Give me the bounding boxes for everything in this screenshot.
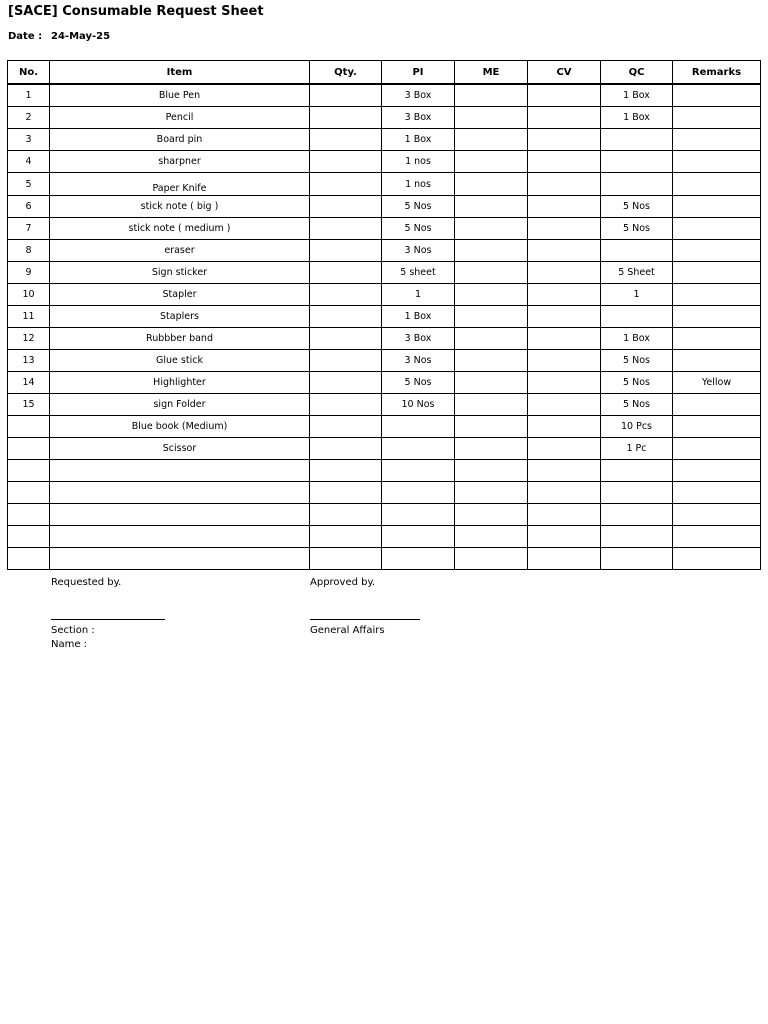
cell-pi: 10 Nos <box>382 394 455 416</box>
document-title: [SACE] Consumable Request Sheet <box>8 4 264 19</box>
cell-pi: 5 Nos <box>382 372 455 394</box>
table-row <box>8 548 761 570</box>
cell-qc: 5 Nos <box>601 218 673 240</box>
date-label: Date : <box>8 31 43 42</box>
cell-item: Board pin <box>50 129 310 151</box>
cell-cv <box>528 107 601 129</box>
cell-cv <box>528 460 601 482</box>
requested-by-label: Requested by. <box>51 577 122 588</box>
cell-qty <box>310 107 382 129</box>
cell-no <box>8 438 50 460</box>
cell-pi: 3 Box <box>382 328 455 350</box>
cell-remarks <box>673 262 761 284</box>
table-row <box>8 482 761 504</box>
cell-pi: 1 nos <box>382 173 455 196</box>
cell-me <box>455 306 528 328</box>
approved-by-label: Approved by. <box>310 577 376 588</box>
cell-qty <box>310 372 382 394</box>
cell-qty <box>310 84 382 107</box>
date-row <box>8 31 110 42</box>
cell-item: Highlighter <box>50 372 310 394</box>
header-remarks: Remarks <box>673 61 761 85</box>
cell-no: 14 <box>8 372 50 394</box>
cell-qty <box>310 262 382 284</box>
cell-no: 9 <box>8 262 50 284</box>
cell-me <box>455 504 528 526</box>
cell-qc: 1 Pc <box>601 438 673 460</box>
cell-cv <box>528 548 601 570</box>
cell-item: Staplers <box>50 306 310 328</box>
cell-item <box>50 460 310 482</box>
cell-remarks <box>673 240 761 262</box>
cell-cv <box>528 284 601 306</box>
cell-qc <box>601 129 673 151</box>
cell-item: Blue Pen <box>50 84 310 107</box>
cell-item: Pencil <box>50 107 310 129</box>
cell-qty <box>310 548 382 570</box>
cell-qc: 10 Pcs <box>601 416 673 438</box>
cell-qty <box>310 526 382 548</box>
cell-pi <box>382 438 455 460</box>
cell-cv <box>528 84 601 107</box>
cell-no: 12 <box>8 328 50 350</box>
header-pi: PI <box>382 61 455 85</box>
cell-item: stick note ( medium ) <box>50 218 310 240</box>
cell-qc <box>601 482 673 504</box>
table-body <box>8 84 761 570</box>
cell-remarks <box>673 284 761 306</box>
cell-qc <box>601 526 673 548</box>
cell-no: 15 <box>8 394 50 416</box>
cell-no: 8 <box>8 240 50 262</box>
cell-cv <box>528 151 601 173</box>
cell-no: 11 <box>8 306 50 328</box>
cell-qc: 5 Sheet <box>601 262 673 284</box>
cell-pi <box>382 526 455 548</box>
table-row <box>8 84 761 107</box>
cell-me <box>455 372 528 394</box>
cell-item: sharpner <box>50 151 310 173</box>
cell-me <box>455 240 528 262</box>
cell-cv <box>528 129 601 151</box>
cell-item: Stapler <box>50 284 310 306</box>
table-row <box>8 107 761 129</box>
cell-item: Paper Knife <box>50 173 310 196</box>
cell-no <box>8 526 50 548</box>
cell-item: stick note ( big ) <box>50 196 310 218</box>
cell-pi: 3 Box <box>382 84 455 107</box>
cell-pi: 3 Nos <box>382 240 455 262</box>
table-row <box>8 151 761 173</box>
cell-no: 2 <box>8 107 50 129</box>
cell-qc: 1 Box <box>601 328 673 350</box>
cell-qc: 1 <box>601 284 673 306</box>
cell-remarks <box>673 129 761 151</box>
cell-remarks <box>673 394 761 416</box>
cell-me <box>455 460 528 482</box>
cell-item: Glue stick <box>50 350 310 372</box>
cell-remarks <box>673 218 761 240</box>
header-no: No. <box>8 61 50 85</box>
date-value: 24-May-25 <box>51 31 111 42</box>
cell-cv <box>528 372 601 394</box>
cell-me <box>455 151 528 173</box>
cell-no: 1 <box>8 84 50 107</box>
cell-me <box>455 416 528 438</box>
cell-item <box>50 548 310 570</box>
cell-qc <box>601 173 673 196</box>
cell-remarks: Yellow <box>673 372 761 394</box>
approver-department: General Affairs <box>310 625 385 636</box>
cell-remarks <box>673 306 761 328</box>
cell-item: Blue book (Medium) <box>50 416 310 438</box>
cell-qty <box>310 416 382 438</box>
table-row <box>8 394 761 416</box>
cell-me <box>455 262 528 284</box>
cell-cv <box>528 416 601 438</box>
cell-item: Rubbber band <box>50 328 310 350</box>
cell-cv <box>528 173 601 196</box>
cell-qc: 5 Nos <box>601 394 673 416</box>
cell-cv <box>528 262 601 284</box>
cell-item <box>50 504 310 526</box>
table-row <box>8 350 761 372</box>
table-row <box>8 196 761 218</box>
cell-me <box>455 526 528 548</box>
cell-cv <box>528 526 601 548</box>
cell-me <box>455 107 528 129</box>
cell-remarks <box>673 416 761 438</box>
cell-remarks <box>673 107 761 129</box>
header-qty: Qty. <box>310 61 382 85</box>
request-table <box>7 60 761 570</box>
cell-qty <box>310 328 382 350</box>
header-cv: CV <box>528 61 601 85</box>
cell-qty <box>310 240 382 262</box>
cell-cv <box>528 438 601 460</box>
cell-qty <box>310 394 382 416</box>
cell-me <box>455 196 528 218</box>
cell-remarks <box>673 504 761 526</box>
cell-pi <box>382 482 455 504</box>
cell-qty <box>310 306 382 328</box>
cell-cv <box>528 240 601 262</box>
cell-me <box>455 548 528 570</box>
cell-pi: 3 Box <box>382 107 455 129</box>
table-row <box>8 262 761 284</box>
cell-item: sign Folder <box>50 394 310 416</box>
cell-pi <box>382 460 455 482</box>
cell-me <box>455 218 528 240</box>
cell-cv <box>528 482 601 504</box>
cell-no <box>8 548 50 570</box>
cell-qc <box>601 504 673 526</box>
cell-remarks <box>673 84 761 107</box>
cell-me <box>455 173 528 196</box>
cell-pi: 3 Nos <box>382 350 455 372</box>
cell-pi: 1 Box <box>382 129 455 151</box>
cell-no: 3 <box>8 129 50 151</box>
cell-qty <box>310 218 382 240</box>
header-me: ME <box>455 61 528 85</box>
header-item: Item <box>50 61 310 85</box>
section-label: Section : <box>51 625 95 636</box>
table-header-row <box>8 61 761 85</box>
cell-qc <box>601 460 673 482</box>
cell-remarks <box>673 482 761 504</box>
cell-pi <box>382 548 455 570</box>
table-row <box>8 218 761 240</box>
table-row <box>8 284 761 306</box>
cell-pi: 5 Nos <box>382 196 455 218</box>
cell-remarks <box>673 328 761 350</box>
cell-qc: 5 Nos <box>601 372 673 394</box>
cell-cv <box>528 328 601 350</box>
cell-qc: 5 Nos <box>601 196 673 218</box>
cell-no: 10 <box>8 284 50 306</box>
cell-qty <box>310 196 382 218</box>
table-row <box>8 306 761 328</box>
cell-item <box>50 526 310 548</box>
cell-qty <box>310 438 382 460</box>
cell-no <box>8 482 50 504</box>
cell-qc <box>601 306 673 328</box>
cell-cv <box>528 218 601 240</box>
cell-remarks <box>673 151 761 173</box>
table-row <box>8 240 761 262</box>
cell-no <box>8 460 50 482</box>
cell-qty <box>310 151 382 173</box>
cell-pi: 1 <box>382 284 455 306</box>
cell-remarks <box>673 526 761 548</box>
cell-cv <box>528 504 601 526</box>
cell-item <box>50 482 310 504</box>
table-row <box>8 173 761 196</box>
cell-me <box>455 350 528 372</box>
cell-remarks <box>673 196 761 218</box>
cell-cv <box>528 394 601 416</box>
table-row <box>8 460 761 482</box>
table-row <box>8 416 761 438</box>
cell-pi <box>382 504 455 526</box>
cell-qty <box>310 504 382 526</box>
cell-me <box>455 394 528 416</box>
table-row <box>8 504 761 526</box>
cell-me <box>455 129 528 151</box>
cell-qty <box>310 284 382 306</box>
cell-qc: 1 Box <box>601 107 673 129</box>
cell-remarks <box>673 438 761 460</box>
cell-remarks <box>673 173 761 196</box>
cell-qty <box>310 173 382 196</box>
cell-me <box>455 482 528 504</box>
approver-signature-line <box>310 619 420 620</box>
cell-pi <box>382 416 455 438</box>
cell-no: 6 <box>8 196 50 218</box>
cell-no <box>8 504 50 526</box>
requester-signature-line <box>51 619 165 620</box>
cell-no: 7 <box>8 218 50 240</box>
cell-me <box>455 84 528 107</box>
cell-qty <box>310 460 382 482</box>
cell-cv <box>528 306 601 328</box>
cell-cv <box>528 196 601 218</box>
cell-remarks <box>673 350 761 372</box>
cell-remarks <box>673 460 761 482</box>
cell-remarks <box>673 548 761 570</box>
cell-no: 13 <box>8 350 50 372</box>
cell-qc <box>601 240 673 262</box>
cell-qc <box>601 548 673 570</box>
cell-me <box>455 438 528 460</box>
cell-pi: 1 Box <box>382 306 455 328</box>
table-row <box>8 526 761 548</box>
cell-qty <box>310 129 382 151</box>
cell-me <box>455 284 528 306</box>
table-row <box>8 328 761 350</box>
cell-qc: 5 Nos <box>601 350 673 372</box>
cell-item: eraser <box>50 240 310 262</box>
cell-no: 5 <box>8 173 50 196</box>
cell-item: Scissor <box>50 438 310 460</box>
cell-cv <box>528 350 601 372</box>
cell-qc: 1 Box <box>601 84 673 107</box>
cell-qc <box>601 151 673 173</box>
table-row <box>8 129 761 151</box>
cell-pi: 5 Nos <box>382 218 455 240</box>
cell-qty <box>310 350 382 372</box>
cell-no: 4 <box>8 151 50 173</box>
header-qc: QC <box>601 61 673 85</box>
cell-no <box>8 416 50 438</box>
name-label: Name : <box>51 639 88 650</box>
table-row <box>8 438 761 460</box>
cell-qty <box>310 482 382 504</box>
cell-pi: 5 sheet <box>382 262 455 284</box>
table-row <box>8 372 761 394</box>
cell-pi: 1 nos <box>382 151 455 173</box>
cell-item: Sign sticker <box>50 262 310 284</box>
cell-me <box>455 328 528 350</box>
